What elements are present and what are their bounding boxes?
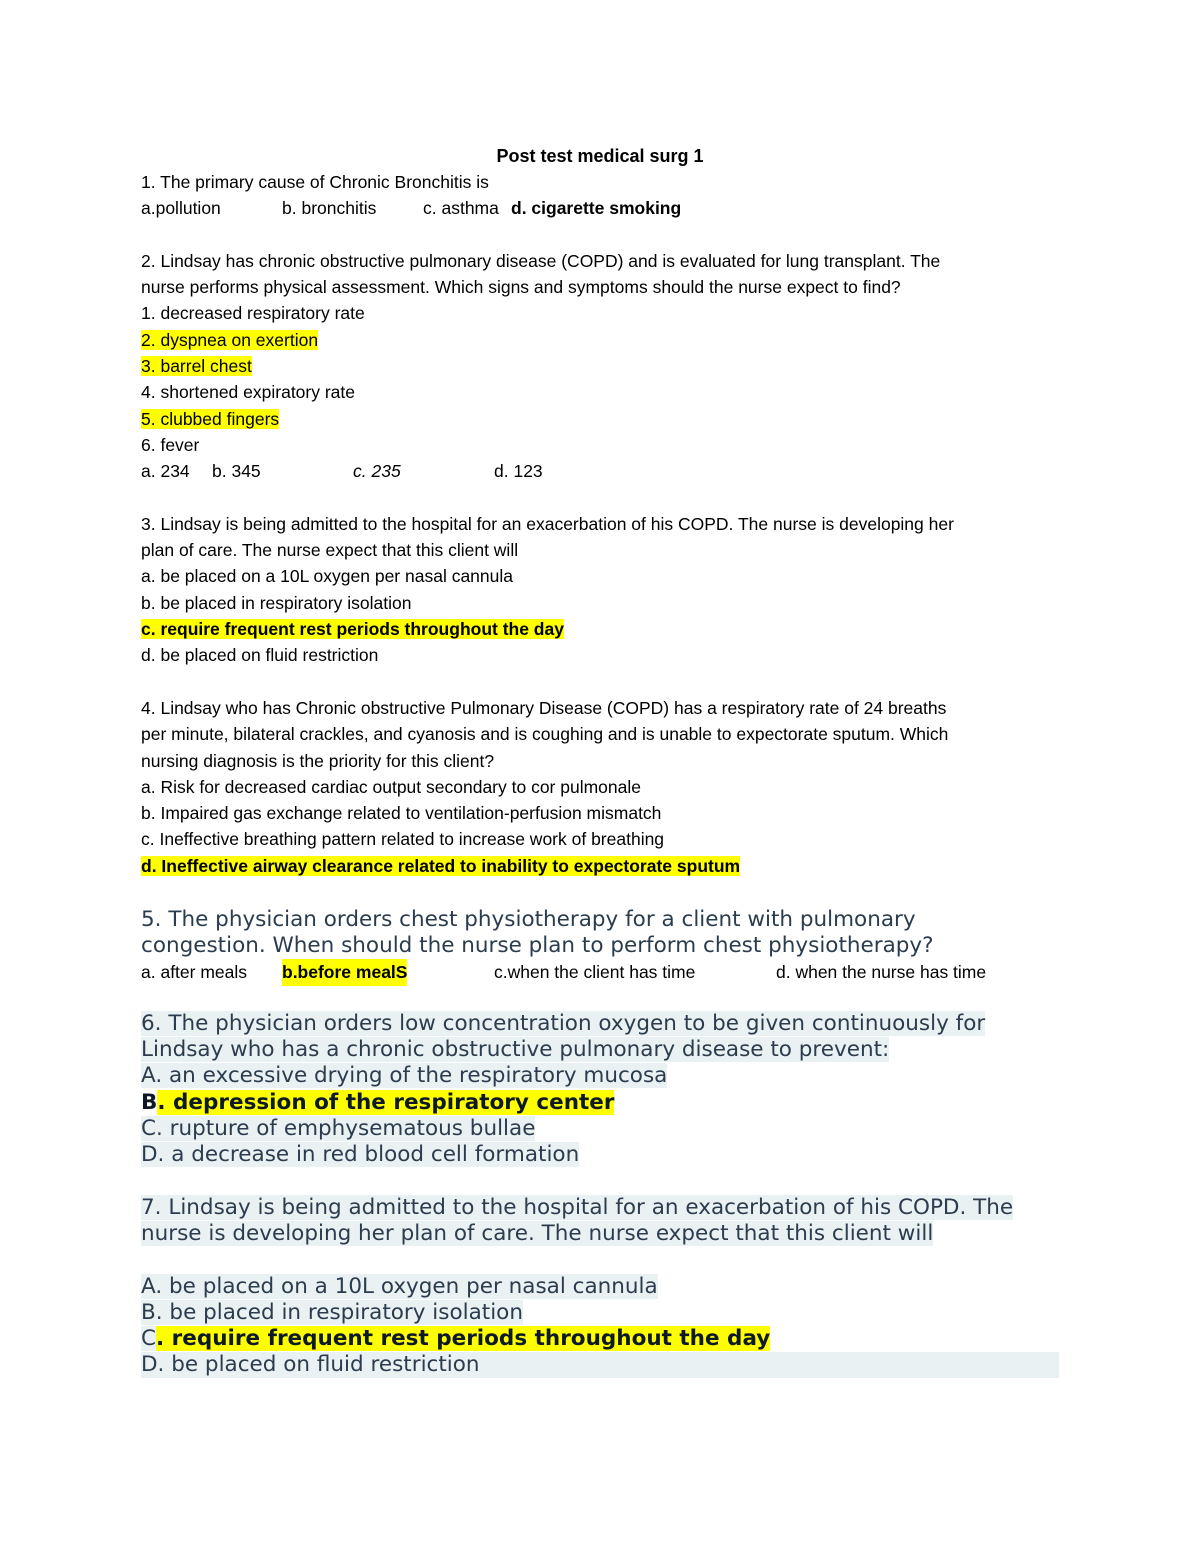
q4-stem-line-1: 4. Lindsay who has Chronic obstructive Pulmonary Disease (COPD) has a respiratory rate of 24 breaths (141, 697, 947, 718)
q7-option-c (141, 1326, 1059, 1352)
q1-option-c: c. asthma (423, 198, 499, 219)
q2-item-2: 2. dyspnea on exertion (141, 329, 319, 350)
q4-option-b: b. Impaired gas exchange related to ventilation-perfusion mismatch (141, 803, 662, 824)
q4-option-c: c. Ineffective breathing pattern related to increase work of breathing (141, 829, 665, 850)
q3-option-d: d. be placed on fluid restriction (141, 645, 379, 666)
q7-stem-line-1: 7. Lindsay is being admitted to the hospital for an exacerbation of his COPD. The (141, 1195, 1014, 1220)
q6-option-b-text: . depression of the respiratory center (157, 1089, 615, 1115)
q7-option-c-letter: C (141, 1325, 157, 1351)
q1-option-d: d. cigarette smoking (511, 198, 682, 219)
q6-option-b-letter: B (141, 1089, 158, 1115)
q5-option-d: d. when the nurse has time (776, 962, 987, 983)
q2-options (141, 458, 1081, 484)
q7-option-a: A. be placed on a 10L oxygen per nasal cannula (141, 1273, 658, 1299)
q1-option-a: a.pollution (141, 198, 221, 219)
q7-stem-line-2: nurse is developing her plan of care. The nurse expect that this client will (141, 1221, 934, 1247)
q2-item-3: 3. barrel chest (141, 356, 252, 377)
q2-item-6: 6. fever (141, 434, 200, 455)
question-5 (141, 907, 1059, 986)
q2-item-4: 4. shortened expiratory rate (141, 382, 356, 403)
q1-option-b: b. bronchitis (282, 198, 377, 219)
q3-option-a: a. be placed on a 10L oxygen per nasal cannula (141, 566, 513, 587)
q4-option-a: a. Risk for decreased cardiac output secondary to cor pulmonale (141, 776, 641, 797)
q3-option-c: c. require frequent rest periods throughout the day (141, 619, 564, 640)
q3-stem-line-1: 3. Lindsay is being admitted to the hospital for an exacerbation of his COPD. The nurse is developing her (141, 513, 954, 534)
q2-item-5: 5. clubbed fingers (141, 408, 280, 429)
q7-option-c-text: . require frequent rest periods throughout the day (156, 1325, 771, 1351)
q6-option-d: D. a decrease in red blood cell formation (141, 1141, 580, 1167)
questions-1-4 (141, 169, 1081, 879)
q2-option-a: a. 234 (141, 461, 190, 482)
q1-options (141, 195, 1081, 221)
q6-stem-line-1: 6. The physician orders low concentration oxygen to be given continuously for (141, 1011, 986, 1036)
q5-option-b: b.before mealS (282, 959, 407, 985)
q3-stem-line-2: plan of care. The nurse expect that this client will (141, 540, 519, 561)
q5-stem-line-2: congestion. When should the nurse plan to perform chest physiotherapy? (141, 933, 934, 959)
page-title: Post test medical surg 1 (496, 146, 704, 166)
q2-option-c: c. 235 (353, 461, 401, 482)
q7-option-d: D. be placed on fluid restriction (141, 1352, 1059, 1378)
question-6 (141, 1011, 1059, 1168)
q5-option-c: c.when the client has time (494, 962, 696, 983)
q2-option-d: d. 123 (494, 461, 543, 482)
q5-options (141, 959, 1059, 985)
q6-stem-line-2: Lindsay who has a chronic obstructive pulmonary disease to prevent: (141, 1037, 890, 1063)
q2-stem-line-1: 2. Lindsay has chronic obstructive pulmonary disease (COPD) and is evaluated for lung transplant. The (141, 250, 941, 271)
q2-stem-line-2: nurse performs physical assessment. Which signs and symptoms should the nurse expect to find? (141, 277, 901, 298)
q7-option-b: B. be placed in respiratory isolation (141, 1299, 523, 1325)
q4-option-d: d. Ineffective airway clearance related to inability to expectorate sputum (141, 855, 741, 876)
q2-item-1: 1. decreased respiratory rate (141, 303, 365, 324)
q3-option-b: b. be placed in respiratory isolation (141, 592, 412, 613)
q6-option-a: A. an excessive drying of the respiratory mucosa (141, 1063, 668, 1089)
q4-stem-line-3: nursing diagnosis is the priority for this client? (141, 750, 495, 771)
q6-option-c: C. rupture of emphysematous bullae (141, 1115, 536, 1141)
q2-option-b: b. 345 (212, 461, 261, 482)
q5-stem-line-1: 5. The physician orders chest physiotherapy for a client with pulmonary (141, 907, 916, 932)
q1-stem: 1. The primary cause of Chronic Bronchitis is (141, 172, 489, 192)
q5-option-a: a. after meals (141, 962, 248, 983)
question-7 (141, 1195, 1059, 1378)
q4-stem-line-2: per minute, bilateral crackles, and cyanosis and is coughing and is unable to expectorate sputum. Which (141, 724, 949, 745)
q6-option-b (141, 1090, 1059, 1116)
